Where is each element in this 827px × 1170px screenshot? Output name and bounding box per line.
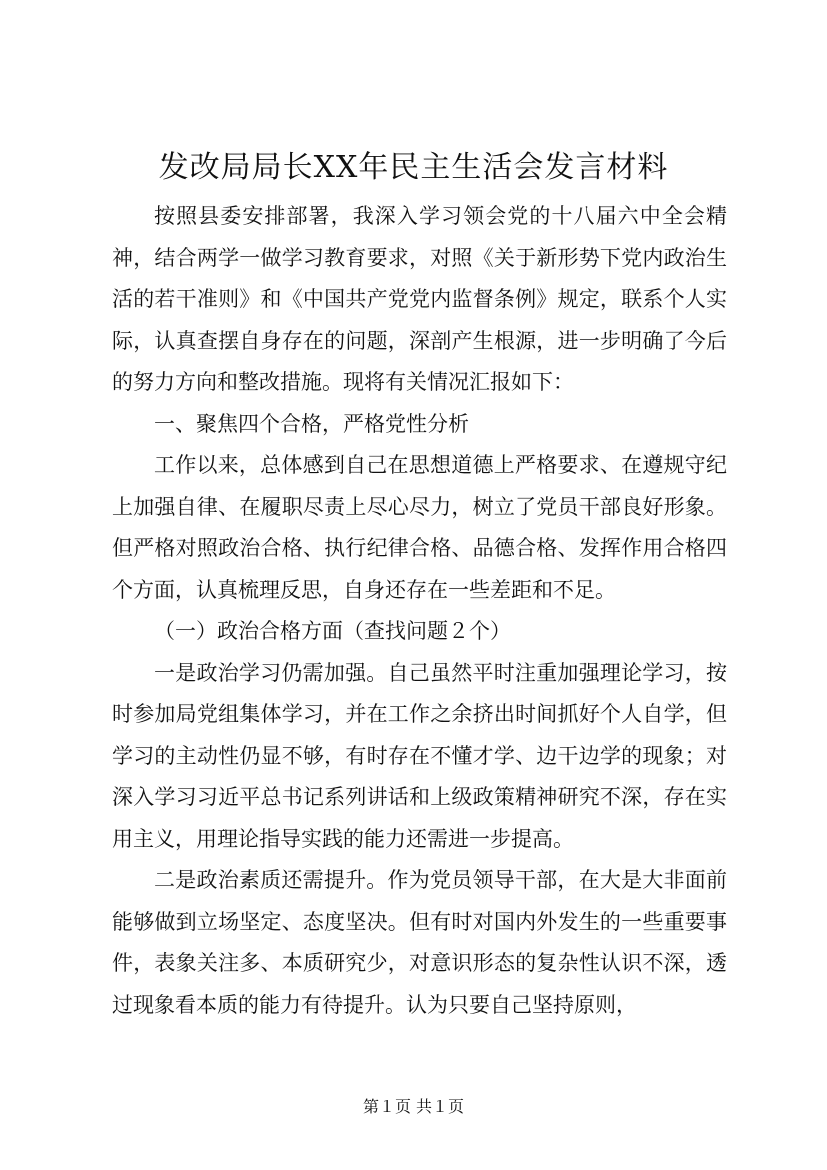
paragraph-overview: 工作以来，总体感到自己在思想道德上严格要求、在遵规守纪上加强自律、在履职尽责上尽心尽力，树立了党员干部良好形象。但严格对照政治合格、执行纪律合格、品德合格、发挥作用合格四个方面，认真梳理反思，自身还存在一些差距和不足。 (112, 453, 727, 602)
paragraph-issue-1: 一是政治学习仍需加强。自己虽然平时注重加强理论学习，按时参加局党组集体学习，并在工作之余挤出时间抓好个人自学，但学习的主动性仍显不够，有时存在不懂才学、边干边学的现象；对深入学习习近平总书记系列讲话和上级政策精神研究不深，存在实用主义，用理论指导实践的能力还需进一步提高。 (112, 660, 727, 851)
section-heading-1: 一、聚焦四个合格，严格党性分析 (154, 411, 469, 436)
document-title: 发改局局长XX年民主生活会发言材料 (158, 150, 669, 185)
paragraph-intro: 按照县委安排部署，我深入学习领会党的十八届六中全会精神，结合两学一做学习教育要求，对照《关于新形势下党内政治生活的若干准则》和《中国共产党党内监督条例》规定，联系个人实际，认真查摆自身存在的问题，深剖产生根源，进一步明确了今后的努力方向和整改措施。现将有关情况汇报如下： (112, 204, 727, 394)
subsection-heading-political: （一）政治合格方面（查找问题２个） (154, 619, 511, 643)
page-footer: 第１页 共１页 (362, 1097, 465, 1116)
paragraph-issue-2: 二是政治素质还需提升。作为党员领导干部，在大是大非面前能够做到立场坚定、态度坚决。但有时对国内外发生的一些重要事件，表象关注多、本质研究少，对意识形态的复杂性认识不深，透过现象看本质的能力有待提升。认为只要自己坚持原则， (112, 868, 727, 1017)
document-body (112, 196, 727, 1026)
